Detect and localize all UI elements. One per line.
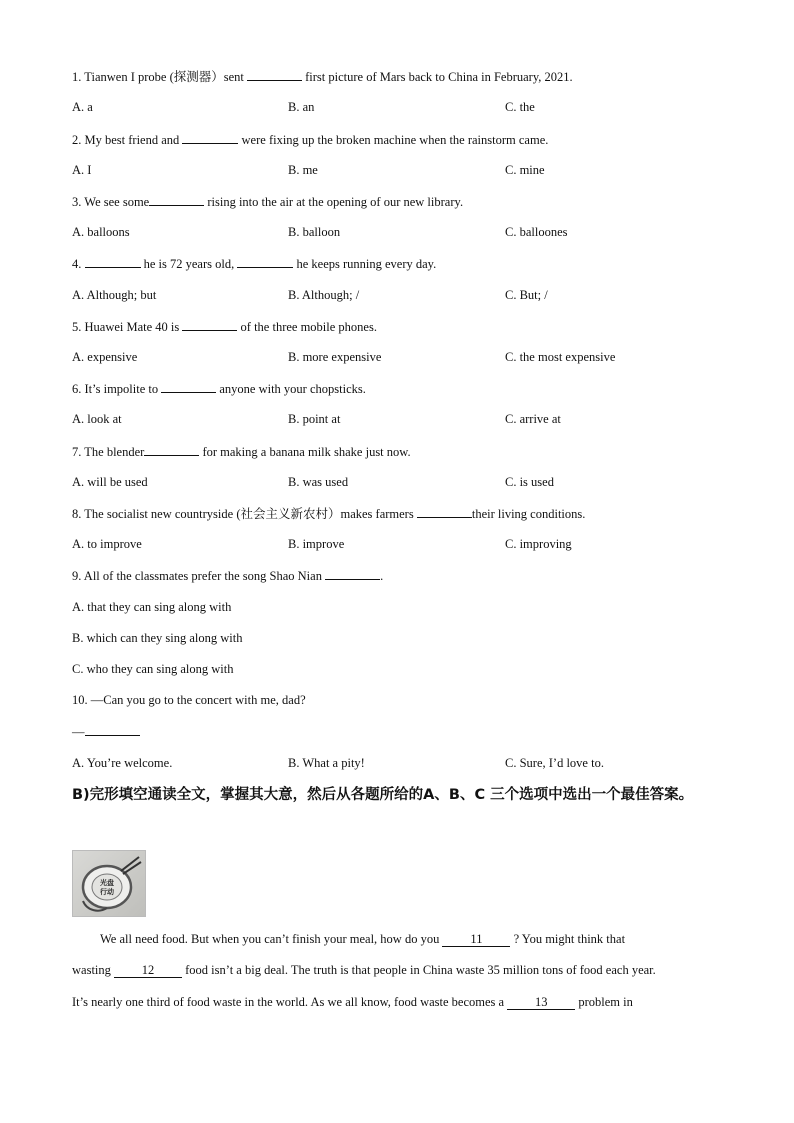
q2-option-b: B. me <box>288 163 318 177</box>
q6-option-b: B. point at <box>288 412 341 426</box>
q2-option-a: A. I <box>72 163 92 177</box>
answer-blank <box>417 505 472 518</box>
q9-option-b: B. which can they sing along with <box>72 631 243 645</box>
answer-blank <box>325 567 380 580</box>
question-2-stem: 2. My best friend and were fixing up the broken machine when the rainstorm came. <box>72 133 549 147</box>
question-7-stem: 7. The blender for making a banana milk shake just now. <box>72 445 411 459</box>
plate-chopsticks-icon <box>73 851 145 916</box>
q3-option-b: B. balloon <box>288 225 341 239</box>
image-caption-top: 光盘 <box>100 879 114 887</box>
question-8-stem: 8. The socialist new countryside (社会主义新农村）makes farmers their living conditions. <box>72 507 586 521</box>
q10-option-b: B. What a pity! <box>288 756 365 770</box>
question-1-stem: 1. Tianwen I probe (探测器）sent first picture of Mars back to China in February, 2021. <box>72 70 573 84</box>
cloze-blank-12: 12 <box>114 963 182 978</box>
cloze-blank-13: 13 <box>507 995 575 1010</box>
q5-option-c: C. the most expensive <box>505 350 616 364</box>
q1-option-b: B. an <box>288 100 315 114</box>
q6-option-c: C. arrive at <box>505 412 561 426</box>
q7-option-a: A. will be used <box>72 475 148 489</box>
q4-option-c: C. But; / <box>505 288 548 302</box>
q5-option-a: A. expensive <box>72 350 138 364</box>
q6-option-a: A. look at <box>72 412 122 426</box>
q8-option-b: B. improve <box>288 537 345 551</box>
q4-option-b: B. Although; / <box>288 288 360 302</box>
question-9-stem: 9. All of the classmates prefer the song Shao Nian . <box>72 569 384 583</box>
q3-option-a: A. balloons <box>72 225 130 239</box>
q9-option-a: A. that they can sing along with <box>72 600 232 614</box>
q1-option-a: A. a <box>72 100 93 114</box>
clean-plate-image <box>72 850 146 917</box>
passage-line-2: wasting 12 food isn’t a big deal. The truth is that people in China waste 35 million tons of food each year. <box>72 963 656 977</box>
answer-blank <box>247 68 302 81</box>
cloze-blank-11: 11 <box>442 932 510 947</box>
q9-option-c: C. who they can sing along with <box>72 662 234 676</box>
question-6-stem: 6. It’s impolite to anyone with your chopsticks. <box>72 382 366 396</box>
answer-blank <box>182 131 238 144</box>
q8-option-c: C. improving <box>505 537 572 551</box>
q10-option-c: C. Sure, I’d love to. <box>505 756 604 770</box>
section-b-heading: B)完形填空通读全文，掌握其大意，然后从各题所给的A、B、C 三个选项中选出一个最佳答案。 <box>72 787 694 803</box>
question-10-stem: 10. —Can you go to the concert with me, dad? <box>72 693 306 707</box>
answer-blank <box>85 723 140 736</box>
passage-line-3: It’s nearly one third of food waste in the world. As we all know, food waste becomes a 13 problem in <box>72 995 633 1009</box>
question-3-stem: 3. We see some rising into the air at the opening of our new library. <box>72 195 464 209</box>
q3-option-c: C. balloones <box>505 225 568 239</box>
answer-blank <box>85 255 141 268</box>
q2-option-c: C. mine <box>505 163 545 177</box>
question-4-stem: 4. he is 72 years old, he keeps running every day. <box>72 257 437 271</box>
q7-option-b: B. was used <box>288 475 349 489</box>
q1-option-c: C. the <box>505 100 535 114</box>
q4-option-a: A. Although; but <box>72 288 157 302</box>
q7-option-c: C. is used <box>505 475 554 489</box>
q5-option-b: B. more expensive <box>288 350 382 364</box>
question-10-response: — <box>72 723 140 740</box>
q8-option-a: A. to improve <box>72 537 142 551</box>
image-caption-bottom: 行动 <box>100 888 114 896</box>
question-5-stem: 5. Huawei Mate 40 is of the three mobile phones. <box>72 320 377 334</box>
answer-blank <box>182 318 237 331</box>
answer-blank <box>144 443 199 456</box>
passage-line-1: We all need food. But when you can’t finish your meal, how do you 11 ? You might think that <box>100 932 626 946</box>
q10-option-a: A. You’re welcome. <box>72 756 173 770</box>
answer-blank <box>149 193 204 206</box>
answer-blank <box>161 380 216 393</box>
answer-blank <box>237 255 293 268</box>
